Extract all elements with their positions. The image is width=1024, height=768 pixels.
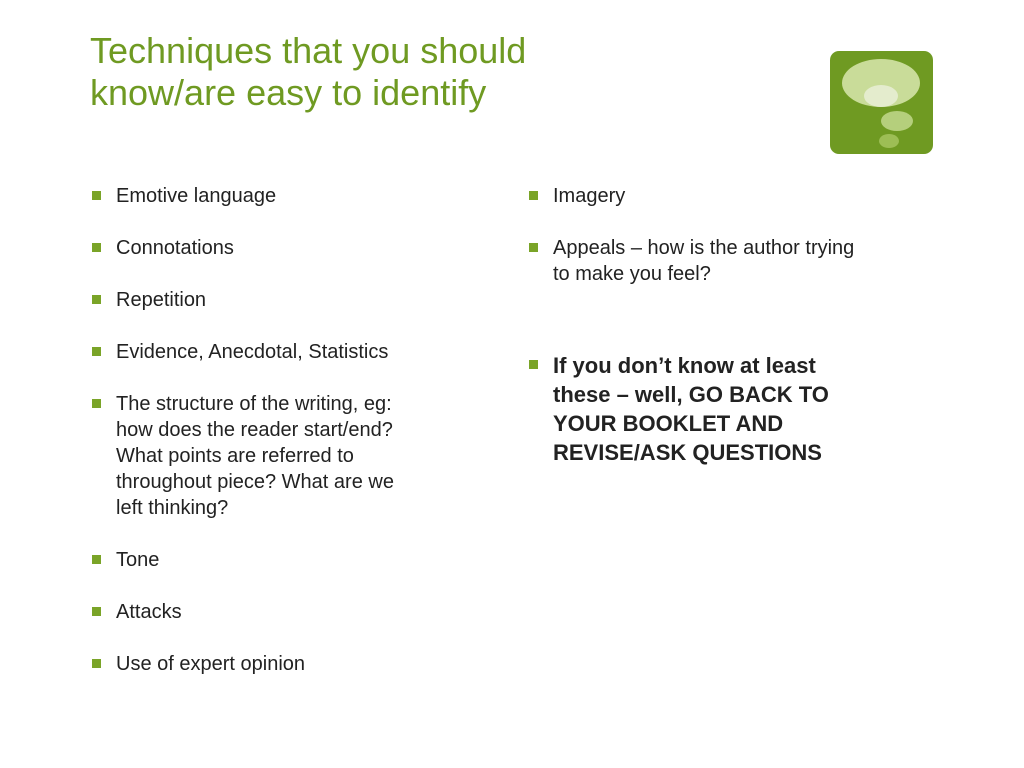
square-bullet-icon [92,295,101,304]
left-bullet-list [90,183,470,703]
list-item: Evidence, Anecdotal, Statistics [90,339,470,365]
slide-title-line-1: Techniques that you should [90,30,527,71]
square-bullet-icon [529,243,538,252]
list-item: Use of expert opinion [90,651,470,677]
emphasis-item: If you don’t know at least these – well, GO BACK TO YOUR BOOKLET AND REVISE/ASK QUESTIONS [527,351,927,467]
slide-title-line-2: know/are easy to identify [90,72,487,113]
list-item: Repetition [90,287,470,313]
square-bullet-icon [92,243,101,252]
list-item: Tone [90,547,470,573]
square-bullet-icon [92,399,101,408]
speech-bubbles-icon [830,51,933,154]
right-bullet-list [527,183,927,493]
square-bullet-icon [529,191,538,200]
square-bullet-icon [92,555,101,564]
list-item: Connotations [90,235,470,261]
list-item: The structure of the writing, eg: how does the reader start/end? What points are referred to throughout piece? What are we left thinking? [90,391,470,521]
square-bullet-icon [92,659,101,668]
list-item: Imagery [527,183,927,209]
square-bullet-icon [92,347,101,356]
slide-title [90,30,790,114]
square-bullet-icon [92,191,101,200]
square-bullet-icon [92,607,101,616]
list-item: Attacks [90,599,470,625]
square-bullet-icon [529,360,538,369]
list-item: Emotive language [90,183,470,209]
list-item: Appeals – how is the author trying to make you feel? [527,235,927,287]
